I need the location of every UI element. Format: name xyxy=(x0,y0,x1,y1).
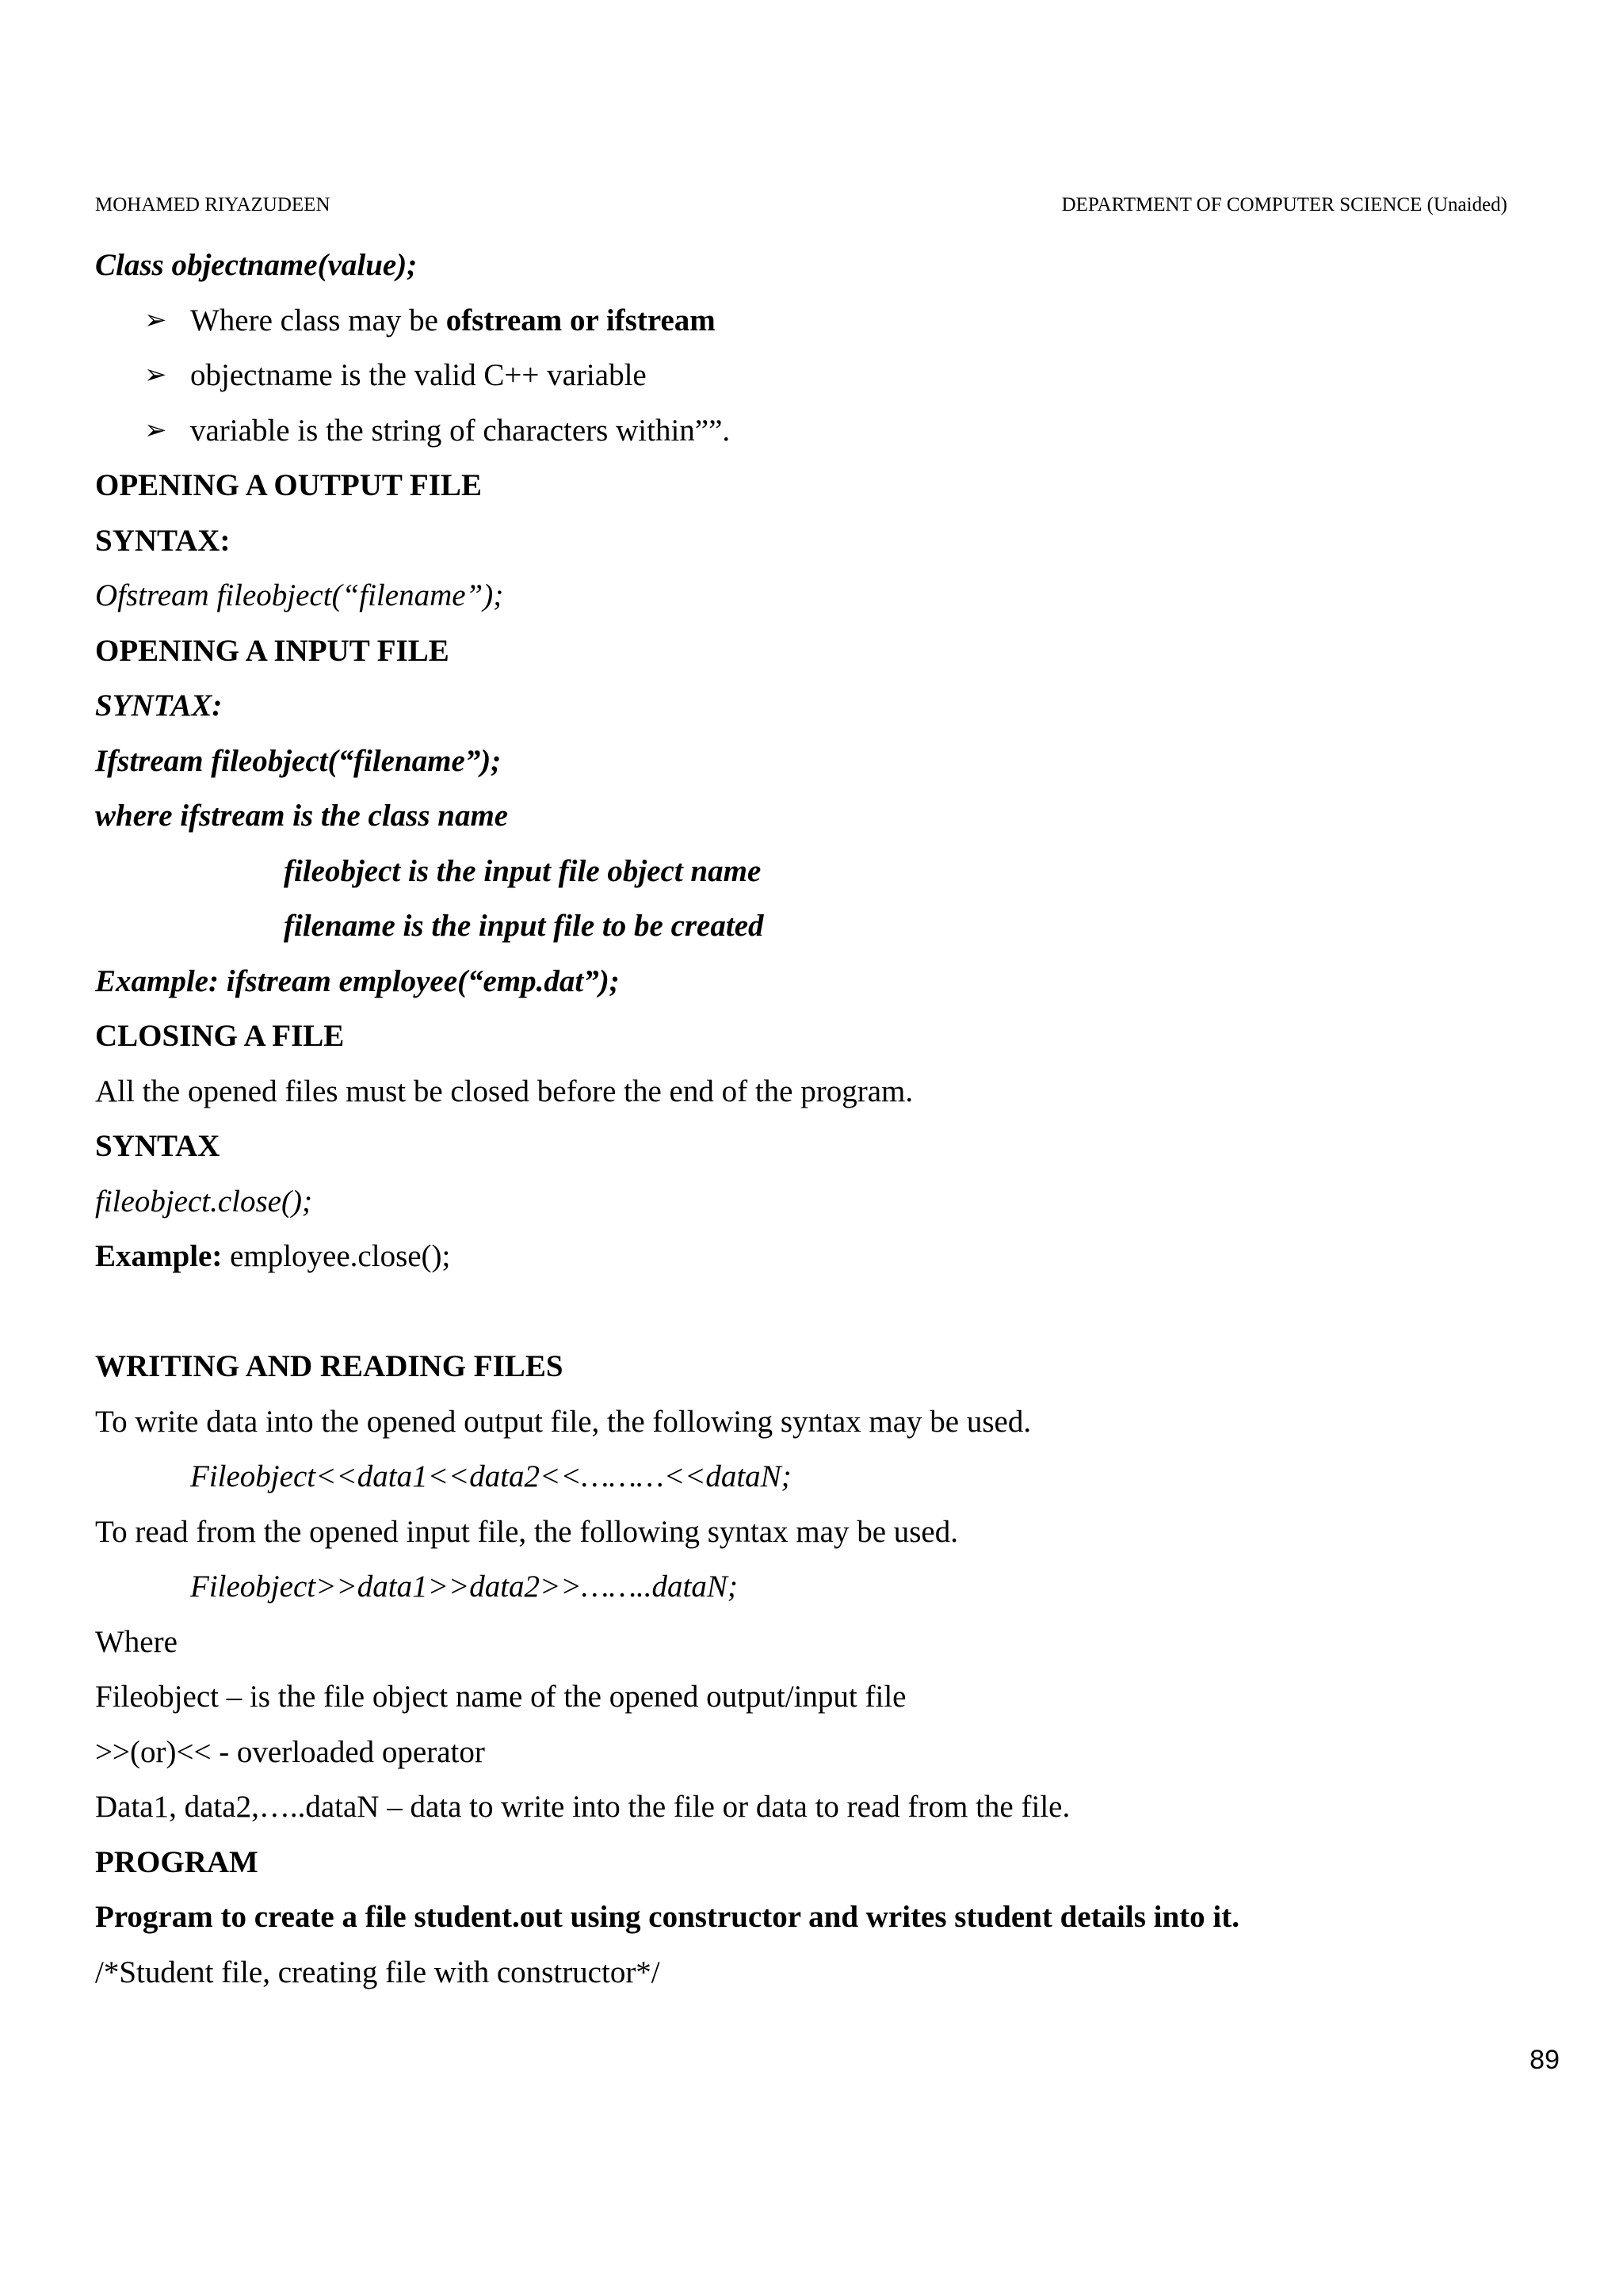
syntax-label: SYNTAX: xyxy=(95,688,223,723)
header-author: MOHAMED RIYAZUDEEN xyxy=(95,194,330,215)
arrow-bullet-icon: ➢ xyxy=(144,359,167,391)
section-heading-closing: CLOSING A FILE xyxy=(95,1019,345,1053)
bullet-text-plain: Where class may be xyxy=(190,303,446,338)
page-content xyxy=(95,238,1537,2000)
fileobject-definition: Fileobject – is the file object name of the opened output/input file xyxy=(95,1680,907,1714)
closing-text: All the opened files must be closed before the end of the program. xyxy=(95,1074,914,1108)
code-comment: /*Student file, creating file with constructor*/ xyxy=(95,1955,660,1989)
arrow-bullet-icon: ➢ xyxy=(144,414,167,446)
example-close xyxy=(95,1229,1537,1284)
bullet-text: objectname is the valid C++ variable xyxy=(190,358,647,392)
where-label: Where xyxy=(95,1624,178,1659)
ofstream-syntax: Ofstream fileobject(“filename”); xyxy=(95,578,504,612)
syntax-label: SYNTAX xyxy=(95,1129,220,1163)
bullet-text xyxy=(190,293,716,349)
ifstream-syntax: Ifstream fileobject(“filename”); xyxy=(95,743,502,778)
page-number: 89 xyxy=(1529,2045,1560,2075)
bullet-item xyxy=(95,403,1537,459)
bullet-text: variable is the string of characters within””. xyxy=(190,413,731,448)
write-syntax: Fileobject<<data1<<data2<<………<<dataN; xyxy=(190,1459,792,1493)
filename-description: filename is the input file to be created xyxy=(284,909,764,943)
class-syntax: Class objectname(value); xyxy=(95,248,418,282)
header-department: DEPARTMENT OF COMPUTER SCIENCE (Unaided) xyxy=(1061,194,1507,215)
section-heading-writing-reading: WRITING AND READING FILES xyxy=(95,1349,563,1383)
example-ifstream: Example: ifstream employee(“emp.dat”); xyxy=(95,963,620,998)
syntax-label: SYNTAX: xyxy=(95,523,231,558)
program-title: Program to create a file student.out using constructor and writes student details into it. xyxy=(95,1900,1239,1934)
operator-definition: >>(or)<< - overloaded operator xyxy=(95,1734,485,1769)
example-label: Example: xyxy=(95,1239,223,1273)
fileobject-description: fileobject is the input file object name xyxy=(284,853,762,888)
section-heading-opening-output: OPENING A OUTPUT FILE xyxy=(95,468,482,502)
example-code: employee.close(); xyxy=(222,1239,451,1273)
bullet-text-bold: ofstream or ifstream xyxy=(445,303,716,338)
section-heading-opening-input: OPENING A INPUT FILE xyxy=(95,633,449,668)
blank-line xyxy=(95,1284,1537,1340)
arrow-bullet-icon: ➢ xyxy=(144,303,167,336)
read-text: To read from the opened input file, the following syntax may be used. xyxy=(95,1514,958,1549)
bullet-item xyxy=(95,348,1537,403)
section-heading-program: PROGRAM xyxy=(95,1844,258,1879)
where-class-name: where ifstream is the class name xyxy=(95,799,509,833)
bullet-item xyxy=(95,293,1537,349)
close-syntax: fileobject.close(); xyxy=(95,1184,312,1219)
data-definition: Data1, data2,…..dataN – data to write into the file or data to read from the file. xyxy=(95,1790,1071,1824)
write-text: To write data into the opened output file, the following syntax may be used. xyxy=(95,1404,1032,1439)
read-syntax: Fileobject>>data1>>data2>>……..dataN; xyxy=(190,1569,738,1604)
